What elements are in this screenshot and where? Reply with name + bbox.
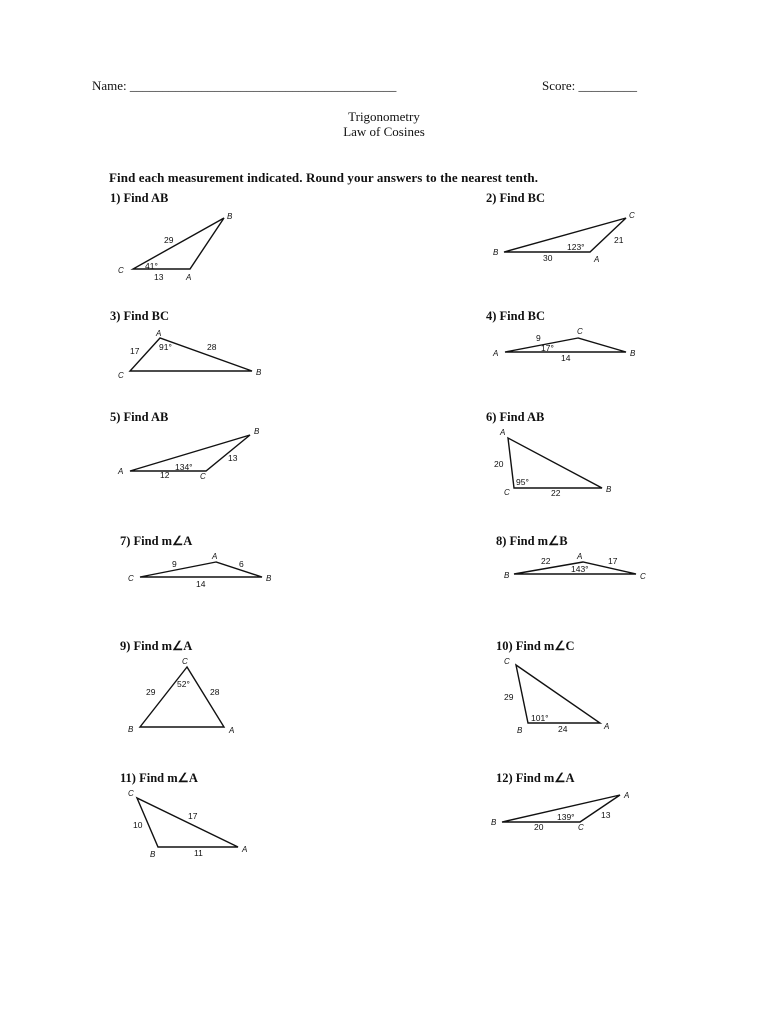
problem-1-vertex-b: B <box>227 212 233 221</box>
problem-6-side-cb: 22 <box>551 488 561 498</box>
worksheet-topic: Law of Cosines <box>343 124 425 139</box>
name-field-label: Name: _________________________________________ <box>92 78 397 93</box>
problem-4-side-ab: 14 <box>561 353 571 363</box>
problem-12-side-bc: 20 <box>534 822 544 832</box>
worksheet-subject: Trigonometry <box>348 109 420 124</box>
problem-12-label: 12) Find m∠A <box>496 771 575 785</box>
problem-3-vertex-c: C <box>118 371 124 380</box>
problem-12-vertex-a: A <box>624 791 630 800</box>
problem-12-vertex-c: C <box>578 823 584 832</box>
score-field-label: Score: _________ <box>542 78 637 93</box>
problem-5-label: 5) Find AB <box>110 410 169 424</box>
problem-7-vertex-a: A <box>212 552 218 561</box>
problem-9-vertex-b: B <box>128 725 134 734</box>
problem-7-vertex-b: B <box>266 574 272 583</box>
problem-9-angle-c: 52° <box>177 679 190 689</box>
problem-10-vertex-b: B <box>517 726 523 735</box>
problem-1-angle-c: 41° <box>145 261 158 271</box>
problem-5-angle-c: 134° <box>175 462 193 472</box>
problem-3-side-ab: 28 <box>207 342 217 352</box>
problem-11-vertex-c: C <box>128 789 134 798</box>
problem-11-vertex-a: A <box>242 845 248 854</box>
problem-4-vertex-b: B <box>630 349 636 358</box>
problem-4-label: 4) Find BC <box>486 309 546 323</box>
problem-10-side-cb: 29 <box>504 692 514 702</box>
problem-6-vertex-c: C <box>504 488 510 497</box>
problem-10-label: 10) Find m∠C <box>496 639 575 653</box>
problem-7-label: 7) Find m∠A <box>120 534 193 548</box>
problem-8-label: 8) Find m∠B <box>496 534 568 548</box>
problem-8-vertex-a: A <box>577 552 583 561</box>
problem-10-angle-b: 101° <box>531 713 549 723</box>
problem-9-side-ca: 28 <box>210 687 220 697</box>
problem-8-side-ac: 17 <box>608 556 618 566</box>
problem-8-vertex-c: C <box>640 572 646 581</box>
problem-6-vertex-b: B <box>606 485 612 494</box>
problem-7-vertex-c: C <box>128 574 134 583</box>
problem-3-side-ac: 17 <box>130 346 140 356</box>
problem-9-side-cb: 29 <box>146 687 156 697</box>
problem-2-angle-a: 123° <box>567 242 585 252</box>
problem-4-vertex-a: A <box>493 349 499 358</box>
problem-2-side-ac: 21 <box>614 235 624 245</box>
problem-8-side-ba: 22 <box>541 556 551 566</box>
problem-6-angle-c: 95° <box>516 477 529 487</box>
problem-5-side-ac: 12 <box>160 470 170 480</box>
problem-9-vertex-a: A <box>229 726 235 735</box>
problem-3-vertex-b: B <box>256 368 262 377</box>
problem-4-vertex-c: C <box>577 327 583 336</box>
problem-10-side-ba: 24 <box>558 724 568 734</box>
instructions: Find each measurement indicated. Round your answers to the nearest tenth. <box>109 170 539 185</box>
problem-4-side-ac: 9 <box>536 333 541 343</box>
problem-10-vertex-c: C <box>504 657 510 666</box>
problem-8-angle-a: 143° <box>571 564 589 574</box>
problem-7-side-ca: 9 <box>172 559 177 569</box>
problem-12-angle-c: 139° <box>557 812 575 822</box>
problem-1-side-ca: 13 <box>154 272 164 282</box>
problem-3-angle-a: 91° <box>159 342 172 352</box>
problem-12-side-ca: 13 <box>601 810 611 820</box>
problem-1-vertex-c: C <box>118 266 124 275</box>
problem-7-side-ab: 6 <box>239 559 244 569</box>
problem-11-label: 11) Find m∠A <box>120 771 198 785</box>
problem-1-vertex-a: A <box>186 273 192 282</box>
problem-5-side-cb: 13 <box>228 453 238 463</box>
problem-2-side-ba: 30 <box>543 253 553 263</box>
problem-9-label: 9) Find m∠A <box>120 639 193 653</box>
problem-3-label: 3) Find BC <box>110 309 170 323</box>
problem-4-angle-a: 17° <box>541 343 554 353</box>
problem-10-vertex-a: A <box>604 722 610 731</box>
problem-3-vertex-a: A <box>156 329 162 338</box>
problem-11-vertex-b: B <box>150 850 156 859</box>
problem-7-side-cb: 14 <box>196 579 206 589</box>
problem-11-side-cb: 10 <box>133 820 143 830</box>
problem-12-vertex-b: B <box>491 818 497 827</box>
problem-2-vertex-c: C <box>629 211 635 220</box>
problem-5-vertex-a: A <box>118 467 124 476</box>
problem-9-vertex-c: C <box>182 657 188 666</box>
problem-6-vertex-a: A <box>500 428 506 437</box>
problem-11-side-ca: 17 <box>188 811 198 821</box>
problem-8-vertex-b: B <box>504 571 510 580</box>
problem-2-vertex-a: A <box>594 255 600 264</box>
problem-1-label: 1) Find AB <box>110 191 169 205</box>
problem-6-side-ac: 20 <box>494 459 504 469</box>
problem-2-vertex-b: B <box>493 248 499 257</box>
problem-5-vertex-b: B <box>254 427 260 436</box>
problem-1-side-cb: 29 <box>164 235 174 245</box>
problem-11-side-ba: 11 <box>194 848 203 858</box>
problem-5-vertex-c: C <box>200 472 206 481</box>
problem-2-label: 2) Find BC <box>486 191 546 205</box>
problem-6-label: 6) Find AB <box>486 410 545 424</box>
